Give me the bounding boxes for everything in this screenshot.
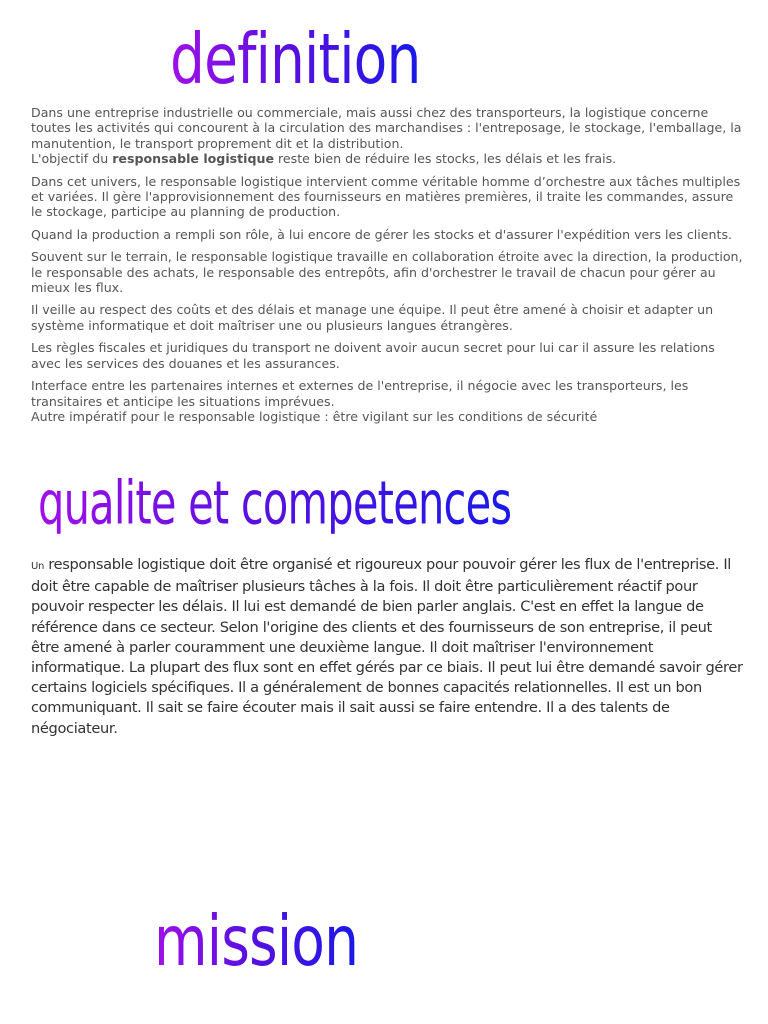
definition-paragraph-5: Il veille au respect des coûts et des délais et manage une équipe. Il peut être amené à choisir et adapter un système informatique et doit maîtriser une ou plusieurs langues étrangères. bbox=[31, 302, 714, 333]
definition-paragraph-7: Interface entre les partenaires internes et externes de l'entreprise, il négocie avec les transporteurs, les transitaires et anticipe les situations imprévues. bbox=[31, 378, 689, 409]
definition-paragraph-8: Autre impératif pour le responsable logistique : être vigilant sur les conditions de sécurité bbox=[31, 408, 598, 424]
definition-paragraph-2: Dans cet univers, le responsable logistique intervient comme véritable homme d’orchestre aux tâches multiples et variées. Il gère l'approvisionnement des fournisseurs en matières premières, il traite les commandes, assure le stockage, participe au planning de production. bbox=[31, 173, 741, 220]
qualite-section bbox=[31, 555, 743, 739]
qualite-paragraph bbox=[31, 555, 743, 739]
qualite-heading: qualite et competences bbox=[38, 469, 512, 539]
definition-paragraph-3: Quand la production a rempli son rôle, à lui encore de gérer les stocks et d'assurer l'expédition vers les clients. bbox=[31, 226, 733, 242]
mission-heading: mission bbox=[154, 902, 359, 983]
definition-heading: definition bbox=[170, 20, 421, 101]
responsable-logistique-bold: responsable logistique bbox=[112, 151, 274, 167]
definition-paragraph-1-text: Dans une entreprise industrielle ou commerciale, mais aussi chez des transporteurs, la logistique concerne toutes les activités qui concourent à la circulation des marchandises : l'entreposage, le stockage, l'emballage, la manutention, le transport proprement dit et la distribution. bbox=[31, 105, 742, 151]
definition-paragraph-1 bbox=[31, 105, 743, 167]
qualite-paragraph-text: responsable logistique doit être organisé et rigoureux pour pouvoir gérer les flux de l'entreprise. Il doit être capable de maîtriser plusieurs tâches à la fois. Il doit être particulièrement réactif pour pouvoir respecter les délais. Il lui est demandé de bien parler anglais. C'est en effet la langue de référence dans ce secteur. Selon l'origine des clients et des fournisseurs de son entreprise, il peut être amené à parler couramment une deuxième langue. Il doit maîtriser l'environnement informatique. La plupart des flux sont en effet gérés par ce biais. Il peut lui être demandé savoir gérer certains logiciels spécifiques. Il a généralement de bonnes capacités relationnelles. Il est un bon communiquant. Il sait se faire écouter mais il sait aussi se faire entendre. Il a des talents de négociateur. bbox=[31, 556, 743, 737]
objectif-suffix: reste bien de réduire les stocks, les délais et les frais. bbox=[274, 151, 617, 167]
qualite-lead-word: Un bbox=[31, 561, 44, 572]
definition-paragraph-6: Les règles fiscales et juridiques du transport ne doivent avoir aucun secret pour lui car il assure les relations avec les services des douanes et les assurances. bbox=[31, 340, 715, 371]
definition-section bbox=[31, 105, 743, 431]
objectif-prefix: L'objectif du bbox=[31, 151, 113, 167]
definition-paragraph-4: Souvent sur le terrain, le responsable logistique travaille en collaboration étroite avec la direction, la production, le responsable des achats, le responsable des entrepôts, afin d'orchestrer le travail de chacun pour gérer au mieux les flux. bbox=[31, 249, 743, 296]
